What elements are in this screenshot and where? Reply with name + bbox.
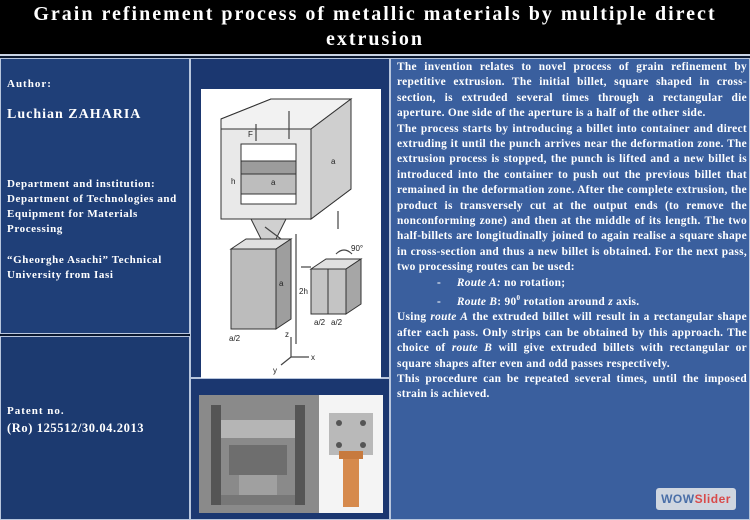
diagram-label-axis-z: z — [285, 330, 289, 339]
diagram-label-a-left-block: a — [279, 279, 284, 288]
patent-panel — [0, 336, 190, 520]
diagram-label-h: h — [231, 177, 236, 186]
diagram-label-rotation: 90° — [351, 244, 364, 253]
route-b-text-1: : 90 — [497, 295, 517, 308]
route-b-name: Route B — [456, 295, 498, 308]
patent-label: Patent no. — [7, 405, 65, 417]
route-a-text: no rotation; — [500, 276, 566, 289]
extrusion-diagram-svg — [201, 89, 381, 379]
watermark-slider: Slider — [694, 492, 731, 506]
equipment-photo-svg — [199, 395, 383, 513]
equipment-photo — [199, 395, 383, 513]
photo-panel — [190, 378, 390, 520]
diagram-label-a-half-1: a/2 — [314, 318, 326, 327]
paragraph-process: The process starts by introducing a billet into container and direct extruding it until the punch arrives near the deformation zone. The extrusion process is stopped, the punch is lifted and a new billet is introduced into the container to push out the previous billet that remained in the deformation zone. After the complete extrusion, the product is transversely cut at the output ends (to remove the nonconforming zone) and then at the middle of its length. The two half-billets are longitudinally joined to again realise a square shape in cross-section and thus a new billet is obtained. For the next pass, two processing routes can be used: — [397, 122, 747, 274]
department-name: Department of Technologies and Equipment for Materials Processing — [7, 193, 177, 235]
route-b-item — [397, 291, 747, 310]
extrusion-diagram — [201, 89, 381, 379]
p3-b: the extruded billet will result in a rectangular shape after each pass. Only strips can be obtained by this approach. The choice of — [397, 311, 747, 355]
route-b-degree: 0 — [516, 294, 521, 303]
page-title: Grain refinement process of metallic materials by multiple direct extrusion — [33, 3, 717, 50]
author-panel — [0, 58, 190, 334]
department-label: Department and institution: — [7, 178, 156, 190]
diagram-label-a-right: a — [331, 157, 336, 166]
author-name: Luchian ZAHARIA — [7, 107, 142, 122]
p3-route-b: route B — [451, 342, 493, 355]
patent-number: (Ro) 125512/30.04.2013 — [7, 421, 145, 435]
university-name: “Gheorghe Asachi” Technical University from Iasi — [7, 254, 162, 281]
route-b-axis: z — [608, 295, 613, 308]
paragraph-conclusion: This procedure can be repeated several times, until the imposed strain is achieved. — [397, 372, 747, 401]
diagram-label-a-top: a — [271, 178, 276, 187]
diagram-label-a-half-left: a/2 — [229, 334, 241, 343]
diagram-label-axis-y: y — [273, 366, 277, 375]
wowslider-watermark[interactable] — [656, 488, 736, 510]
p3-route-a: route A — [430, 311, 469, 324]
description-panel — [390, 58, 750, 520]
diagram-label-force: F — [248, 130, 253, 139]
route-a-item — [397, 276, 747, 291]
author-label: Author: — [7, 78, 52, 90]
route-a-dash: - — [437, 276, 442, 289]
route-b-dash: - — [437, 295, 442, 308]
route-b-text-3: axis. — [612, 295, 640, 308]
diagram-label-a-half-2: a/2 — [331, 318, 343, 327]
title-bar — [0, 0, 750, 56]
p3-c: will give extruded billets with rectangular or square shapes after even and odd passes respectively. — [397, 342, 747, 370]
department-info — [7, 177, 187, 237]
diagram-label-axis-x: x — [311, 353, 315, 362]
route-b-text-2: rotation around — [520, 295, 609, 308]
diagram-label-2h: 2h — [299, 287, 308, 296]
paragraph-intro: The invention relates to novel process of grain refinement by repetitive extrusion. The initial billet, square shaped in cross-section, is extruded several times through a rectangular die aperture. One side of the aperture is a half of the other side. — [397, 61, 747, 120]
description-text — [397, 60, 747, 403]
watermark-wow: WOW — [661, 492, 695, 506]
diagram-panel — [190, 58, 390, 378]
paragraph-routes — [397, 310, 747, 372]
p3-a: Using — [397, 311, 431, 324]
route-a-name: Route A: — [456, 276, 501, 289]
